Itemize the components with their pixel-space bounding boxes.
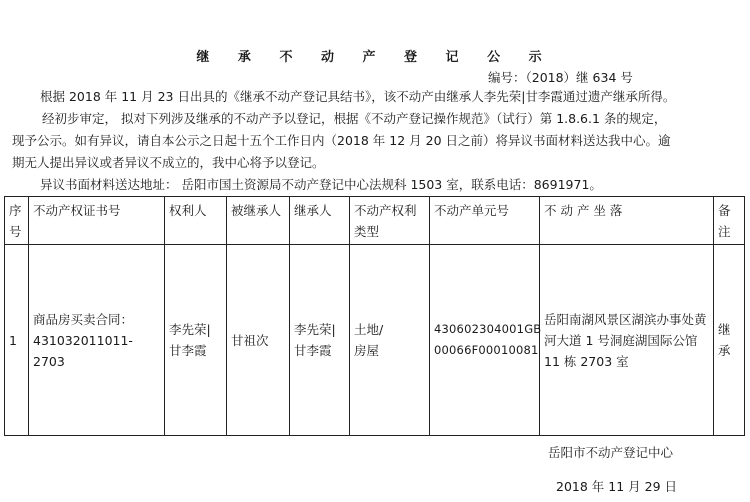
inheritance-table (4, 196, 745, 436)
paragraph-review-line-2: 现予公示。如有异议，请自本公示之日起十五个工作日内（2018 年 12 月 20 日之前）将异议书面材料送达我中心。逾 (12, 133, 671, 148)
paragraph-review-notice (12, 108, 742, 174)
right-type-line-2: 房屋 (354, 343, 380, 358)
table-row (5, 245, 745, 436)
cell-owner (165, 245, 227, 436)
right-type-line-1: 土地/ (354, 322, 384, 337)
cell-right-type (350, 245, 430, 436)
notice-title: 继 承 不 动 产 登 记 公 示 (196, 50, 554, 65)
heir-line-1: 李先荣| (294, 322, 336, 337)
cell-location: 岳阳南湖风景区湖滨办事处黄河大道 1 号洞庭湖国际公馆 11 栋 2703 室 (540, 245, 714, 436)
owner-line-2: 甘李霞 (169, 343, 207, 358)
unit-no-line-2: 00066F00010081 (434, 343, 539, 357)
header-note: 备注 (714, 197, 745, 245)
owner-line-1: 李先荣| (169, 322, 211, 337)
cell-heir (290, 245, 350, 436)
header-seq: 序号 (5, 197, 29, 245)
table-header-row (5, 197, 745, 245)
header-location: 不 动 产 坐 落 (540, 197, 714, 245)
header-owner: 权利人 (165, 197, 227, 245)
cell-decedent: 甘祖次 (227, 245, 290, 436)
header-heir: 继承人 (290, 197, 350, 245)
cell-note: 继承 (714, 245, 745, 436)
issue-date: 2018 年 11 月 29 日 (556, 479, 677, 494)
header-decedent: 被继承人 (227, 197, 290, 245)
document-number: 编号：（2018）继 634 号 (488, 70, 633, 85)
heir-line-2: 甘李霞 (294, 343, 332, 358)
header-cert-no: 不动产权证书号 (29, 197, 165, 245)
cert-no-value: 431032011011-2703 (33, 332, 133, 369)
cell-unit-no (430, 245, 540, 436)
cert-no-label: 商品房买卖合同： (33, 311, 134, 327)
cell-seq: 1 (5, 245, 29, 436)
cell-cert-no (29, 245, 165, 436)
paragraph-objection-address: 异议书面材料送达地址： 岳阳市国土资源局不动产登记中心法规科 1503 室，联系电话：8691971。 (40, 177, 602, 192)
paragraph-review-line-1: 经初步审定， 拟对下列涉及继承的不动产予以登记，根据《不动产登记操作规范》（试行）第 1.8.6.1 条的规定， (42, 111, 667, 126)
header-unit-no: 不动产单元号 (430, 197, 540, 245)
header-right-type: 不动产权利类型 (350, 197, 430, 245)
paragraph-review-line-3: 期无人提出异议或者异议不成立的，我中心将予以登记。 (12, 155, 325, 170)
issuer-name: 岳阳市不动产登记中心 (548, 445, 674, 460)
unit-no-line-1: 430602304001GB (434, 322, 542, 336)
paragraph-inheritance-basis: 根据 2018 年 11 月 23 日出具的《继承不动产登记具结书》，该不动产由继承人李先荣|甘李霞通过遗产继承所得。 (40, 89, 676, 104)
